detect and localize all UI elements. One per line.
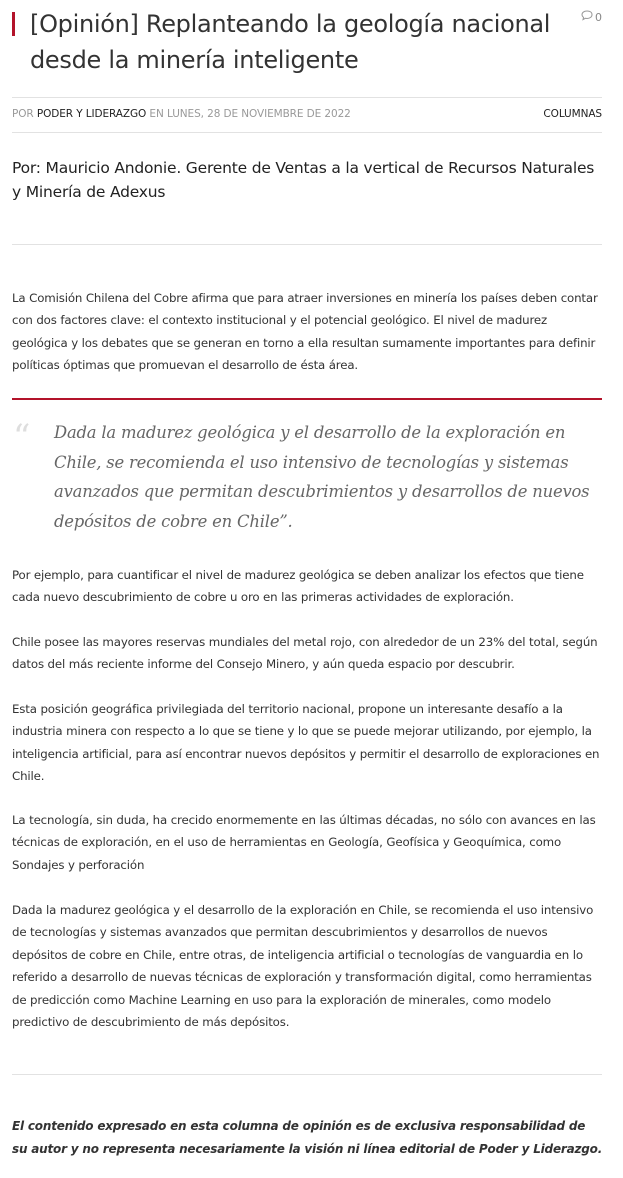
article-paragraph: Dada la madurez geológica y el desarrollo de la exploración en Chile, se recomienda el uso intensivo de tecnologías y sistemas avanzados que permitan descubrimientos y desarrollos de nuevos depósitos de cobre en Chile, entre otras, de inteligencia artificial o tecnologías de vanguardia en lo referido a desarrollo de nuevas técnicas de exploración y transformación digital, como herramientas de predicción como Machine Learning en uso para la exploración de minerales, como modelo predictivo de descubrimiento de más depósitos. (12, 903, 594, 1030)
article-paragraph: Esta posición geográfica privilegiada del territorio nacional, propone un interesante desafío a la industria minera con respecto a lo que se tiene y lo que se puede mejorar utilizando, por ejemplo, la inteligencia artificial, para así encontrar nuevos depósitos y permitir el desarrollo de exploraciones en Chile. (12, 702, 600, 784)
quote-mark-icon: “ (13, 417, 31, 457)
pull-quote: Dada la madurez geológica y el desarrollo de la exploración en Chile, se recomienda el uso intensivo de tecnologías y sistemas avanzados que permitan descubrimientos y desarrollos de nuevos depósitos de cobre en Chile”. (54, 423, 590, 531)
article-title: [Opinión] Replanteando la geología nacional desde la minería inteligente (30, 10, 551, 74)
comment-count-link[interactable] (581, 10, 602, 24)
category-link[interactable]: COLUMNAS (543, 108, 602, 120)
meta-by-prefix: POR (12, 108, 34, 120)
article-paragraph: La Comisión Chilena del Cobre afirma que para atraer inversiones en minería los países deben contar con dos factores clave: el contexto institucional y el potencial geológico. El nivel de madurez geológica y los debates que se generan en torno a ella resultan sumamente importantes para definir políticas óptimas que promuevan el desarrollo de ésta área. (12, 291, 598, 373)
comment-count: 0 (595, 10, 602, 24)
article-paragraph: Chile posee las mayores reservas mundiales del metal rojo, con alrededor de un 23% del total, según datos del más reciente informe del Consejo Minero, y aún queda espacio por descubrir. (12, 635, 598, 672)
article-paragraph: Por ejemplo, para cuantificar el nivel de madurez geológica se deben analizar los efectos que tiene cada nuevo descubrimiento de cobre u oro en las primeras actividades de exploración. (12, 568, 584, 605)
divider (12, 1074, 602, 1075)
meta-date-prefix: EN (149, 108, 164, 120)
article-paragraph: La tecnología, sin duda, ha crecido enormemente en las últimas décadas, no sólo con avances en las técnicas de exploración, en el uso de herramientas en Geología, Geofísica y Geoquímica, como Sondajes y perforación (12, 813, 596, 872)
divider (12, 97, 602, 98)
title-accent-bar (12, 12, 15, 36)
quote-divider (12, 398, 602, 400)
article-date: LUNES, 28 DE NOVIEMBRE DE 2022 (166, 108, 351, 120)
article-meta (12, 108, 602, 120)
comment-icon (581, 10, 593, 24)
article-lead: Por: Mauricio Andonie. Gerente de Ventas a la vertical de Recursos Naturales y Minería de Adexus (12, 159, 595, 201)
opinion-disclaimer: El contenido expresado en esta columna de opinión es de exclusiva responsabilidad de su autor y no representa necesariamente la visión ni línea editorial de Poder y Liderazgo. (12, 1119, 603, 1156)
author-link[interactable]: PODER Y LIDERAZGO (36, 108, 147, 120)
divider (12, 244, 602, 245)
divider (12, 132, 602, 133)
